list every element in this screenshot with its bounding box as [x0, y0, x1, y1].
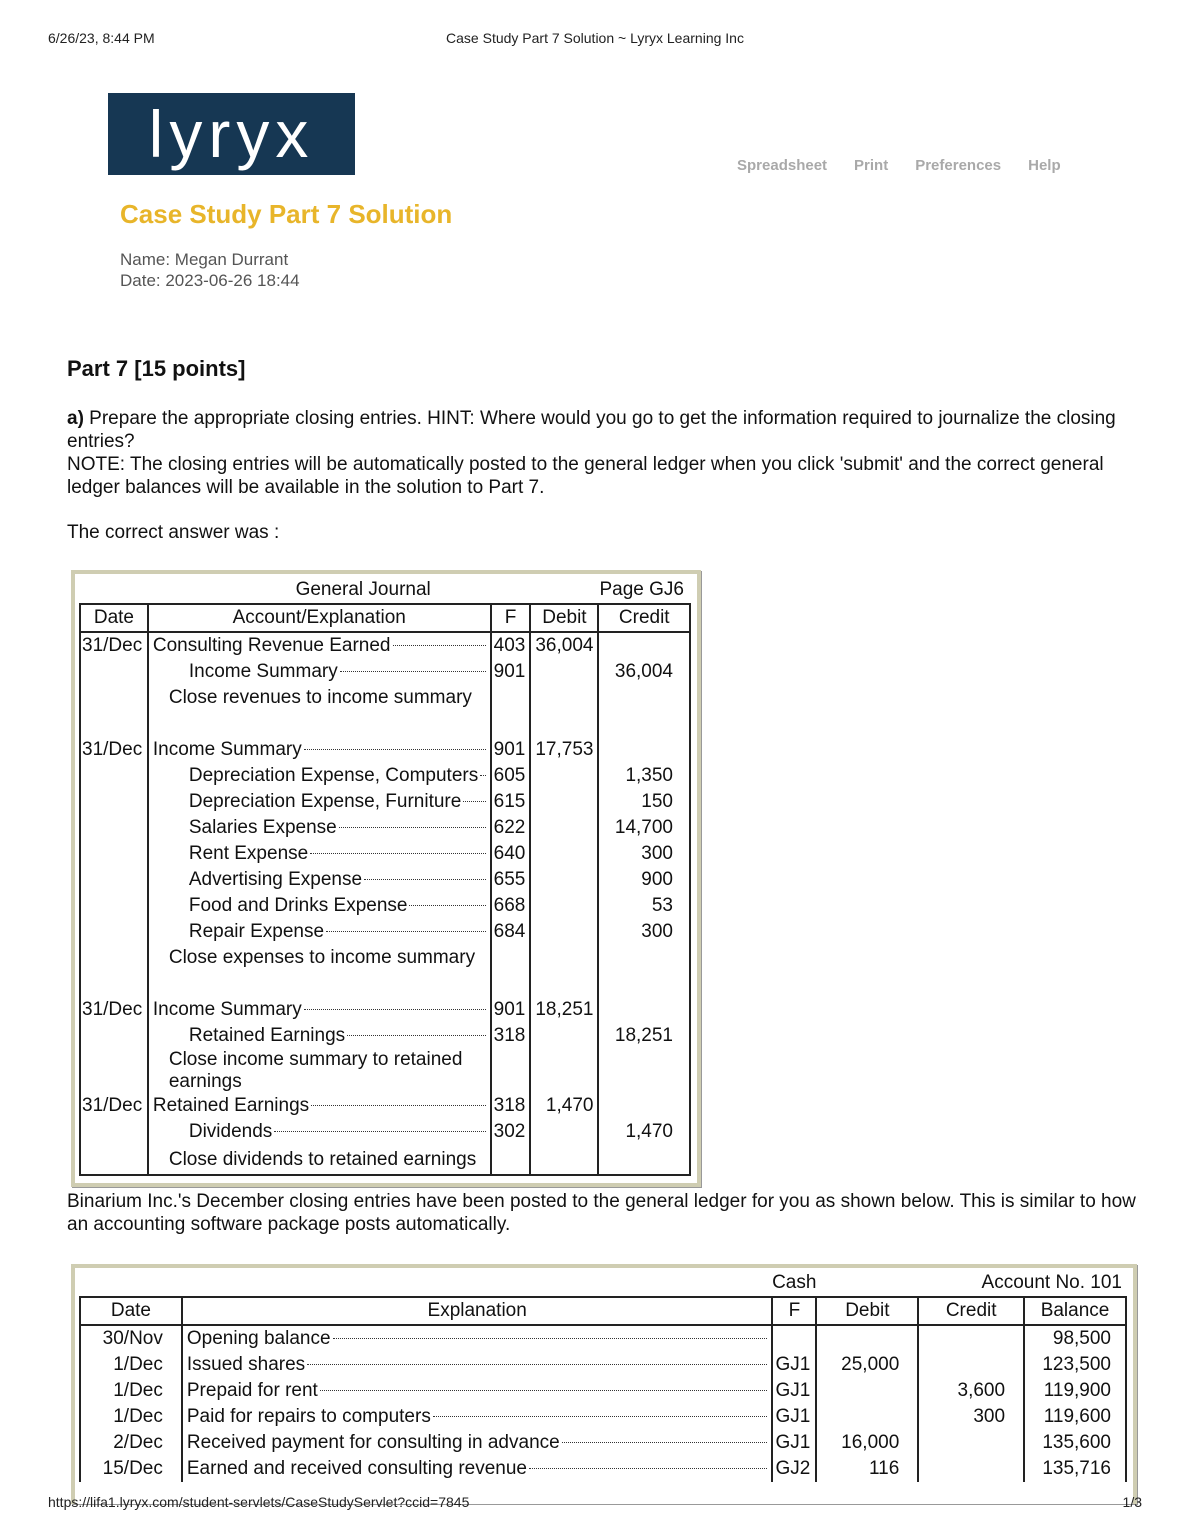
- journal-row: [80, 711, 690, 737]
- journal-debit: [530, 763, 598, 789]
- journal-account-text: Retained Earnings: [188, 1025, 346, 1046]
- journal-debit: 18,251: [530, 997, 598, 1023]
- journal-debit: [530, 867, 598, 893]
- journal-ref: 684: [491, 919, 531, 945]
- journal-credit: 150: [598, 789, 690, 815]
- nav-print-link[interactable]: Print: [854, 157, 889, 174]
- ledger-debit: 16,000: [816, 1430, 918, 1456]
- ledger-row: [80, 1456, 1126, 1482]
- journal-ref: 605: [491, 763, 531, 789]
- journal-row: [80, 815, 690, 841]
- ledger-explanation: [182, 1404, 773, 1430]
- ledger-date: 1/Dec: [80, 1352, 182, 1378]
- journal-credit: 900: [598, 867, 690, 893]
- journal-ref: [491, 1145, 531, 1175]
- journal-row: [80, 1145, 690, 1175]
- ledger-col-balance: Balance: [1024, 1297, 1126, 1325]
- journal-account: [148, 1119, 491, 1145]
- journal-debit: [530, 893, 598, 919]
- ledger-explanation: [182, 1430, 773, 1456]
- journal-ref: 302: [491, 1119, 531, 1145]
- journal-row: [80, 789, 690, 815]
- ledger-date: 1/Dec: [80, 1404, 182, 1430]
- journal-row: [80, 997, 690, 1023]
- ledger-credit: [918, 1456, 1024, 1482]
- top-nav: [737, 157, 1061, 174]
- ledger-date: 2/Dec: [80, 1430, 182, 1456]
- ledger-ref: GJ1: [772, 1378, 816, 1404]
- journal-credit: [598, 945, 690, 971]
- journal-ref: [491, 971, 531, 997]
- ledger-debit: [816, 1325, 918, 1352]
- ledger-explanation-text: Issued shares: [186, 1354, 306, 1375]
- journal-ref: 668: [491, 893, 531, 919]
- journal-date: [80, 659, 148, 685]
- journal-credit: [598, 1145, 690, 1175]
- journal-account-text: Rent Expense: [188, 843, 309, 864]
- journal-ref: 640: [491, 841, 531, 867]
- journal-date: [80, 893, 148, 919]
- journal-date: 31/Dec: [80, 632, 148, 659]
- journal-credit: [598, 711, 690, 737]
- journal-debit: [530, 659, 598, 685]
- journal-debit: [530, 971, 598, 997]
- ledger-balance: 98,500: [1024, 1325, 1126, 1352]
- ledger-row: [80, 1325, 1126, 1352]
- cash-ledger-panel: [71, 1264, 1137, 1504]
- journal-account-text: Repair Expense: [188, 921, 325, 942]
- general-journal-panel: [71, 570, 701, 1187]
- journal-date: 31/Dec: [80, 737, 148, 763]
- journal-debit: [530, 945, 598, 971]
- ledger-account-no: Account No. 101: [981, 1272, 1122, 1293]
- journal-debit: [530, 711, 598, 737]
- part-heading: Part 7 [15 points]: [67, 356, 246, 381]
- journal-date: [80, 919, 148, 945]
- journal-row: [80, 632, 690, 659]
- journal-header-row: [80, 604, 690, 632]
- ledger-col-date: Date: [80, 1297, 182, 1325]
- print-page-number: 1/3: [1122, 1494, 1142, 1510]
- ledger-credit: [918, 1430, 1024, 1456]
- journal-date: [80, 1145, 148, 1175]
- journal-account: [148, 1093, 491, 1119]
- student-name: Name: Megan Durrant: [120, 250, 289, 269]
- leader-dots: [347, 1035, 485, 1036]
- ledger-row: [80, 1352, 1126, 1378]
- journal-ref: [491, 685, 531, 711]
- ledger-title: Cash: [772, 1272, 817, 1293]
- ledger-explanation: [182, 1456, 773, 1482]
- journal-debit: [530, 919, 598, 945]
- journal-debit: 1,470: [530, 1093, 598, 1119]
- journal-row: [80, 685, 690, 711]
- col-date: Date: [80, 604, 148, 632]
- journal-account: [148, 867, 491, 893]
- ledger-explanation-text: Prepaid for rent: [186, 1380, 318, 1401]
- journal-date: [80, 945, 148, 971]
- journal-row: [80, 1093, 690, 1119]
- journal-credit: 18,251: [598, 1023, 690, 1049]
- leader-dots: [562, 1442, 768, 1443]
- journal-account: [148, 659, 491, 685]
- journal-account-text: Depreciation Expense, Computers: [188, 765, 479, 786]
- journal-debit: [530, 685, 598, 711]
- journal-credit: 300: [598, 919, 690, 945]
- leader-dots: [307, 1364, 767, 1365]
- ledger-date: 30/Nov: [80, 1325, 182, 1352]
- journal-account-text: Food and Drinks Expense: [188, 895, 408, 916]
- ledger-explanation-text: Earned and received consulting revenue: [186, 1458, 527, 1479]
- journal-account-text: Dividends: [188, 1121, 273, 1142]
- leader-dots: [333, 1338, 768, 1339]
- journal-debit: [530, 1049, 598, 1093]
- journal-date: [80, 1049, 148, 1093]
- journal-ref: 622: [491, 815, 531, 841]
- col-f: F: [491, 604, 531, 632]
- journal-debit: [530, 1145, 598, 1175]
- question-note: NOTE: The closing entries will be automatically posted to the general ledger when you click 'submit' and the correct general ledger balances will be available in the solution to Part 7.: [67, 454, 1104, 498]
- student-meta: [120, 249, 300, 291]
- leader-dots: [393, 645, 486, 646]
- ledger-col-explanation: Explanation: [182, 1297, 773, 1325]
- journal-debit: 17,753: [530, 737, 598, 763]
- journal-date: 31/Dec: [80, 997, 148, 1023]
- ledger-ref: GJ1: [772, 1404, 816, 1430]
- ledger-explanation: [182, 1378, 773, 1404]
- journal-row: [80, 1119, 690, 1145]
- journal-row: [80, 841, 690, 867]
- nav-preferences-link[interactable]: Preferences: [915, 157, 1002, 174]
- ledger-balance: 119,900: [1024, 1378, 1126, 1404]
- journal-ref: 655: [491, 867, 531, 893]
- journal-account: Close dividends to retained earnings: [148, 1145, 491, 1175]
- ledger-header-row: [80, 1297, 1126, 1325]
- page-title: Case Study Part 7 Solution: [120, 199, 453, 229]
- journal-credit: [598, 1093, 690, 1119]
- journal-ref: 403: [491, 632, 531, 659]
- journal-account: [148, 893, 491, 919]
- journal-credit: 14,700: [598, 815, 690, 841]
- journal-credit: [598, 1049, 690, 1093]
- ledger-debit: [816, 1378, 918, 1404]
- journal-credit: [598, 632, 690, 659]
- ledger-col-credit: Credit: [918, 1297, 1024, 1325]
- ledger-credit: 300: [918, 1404, 1024, 1430]
- ledger-debit: 116: [816, 1456, 918, 1482]
- ledger-explanation-text: Received payment for consulting in advance: [186, 1432, 560, 1453]
- journal-account: [148, 997, 491, 1023]
- journal-account: [148, 632, 491, 659]
- journal-credit: [598, 997, 690, 1023]
- ledger-credit: [918, 1325, 1024, 1352]
- journal-date: [80, 1023, 148, 1049]
- journal-credit: 1,470: [598, 1119, 690, 1145]
- journal-credit: [598, 971, 690, 997]
- journal-date: [80, 763, 148, 789]
- journal-account: [148, 789, 491, 815]
- journal-account-text: Income Summary: [152, 739, 302, 760]
- leader-dots: [364, 879, 486, 880]
- ledger-row: [80, 1430, 1126, 1456]
- ledger-balance: 135,716: [1024, 1456, 1126, 1482]
- journal-row: [80, 919, 690, 945]
- journal-account: [148, 815, 491, 841]
- journal-date: [80, 867, 148, 893]
- journal-account-text: Retained Earnings: [152, 1095, 310, 1116]
- journal-ref: [491, 711, 531, 737]
- print-datetime: 6/26/23, 8:44 PM: [48, 30, 155, 46]
- journal-ref: [491, 1049, 531, 1093]
- leader-dots: [463, 801, 485, 802]
- journal-account: Close income summary to retained earnings: [148, 1049, 491, 1093]
- question-label: a): [67, 408, 84, 429]
- journal-ref: [491, 945, 531, 971]
- ledger-explanation: [182, 1325, 773, 1352]
- journal-date: [80, 971, 148, 997]
- leader-dots: [339, 827, 486, 828]
- leader-dots: [311, 1105, 485, 1106]
- ledger-debit: 25,000: [816, 1352, 918, 1378]
- print-page-title: Case Study Part 7 Solution ~ Lyryx Learning Inc: [446, 30, 744, 46]
- ledger-ref: GJ1: [772, 1352, 816, 1378]
- journal-row: [80, 867, 690, 893]
- ledger-debit: [816, 1404, 918, 1430]
- journal-title: General Journal: [295, 578, 431, 600]
- journal-ref: 901: [491, 659, 531, 685]
- answer-intro: The correct answer was :: [67, 522, 280, 543]
- journal-account: [148, 841, 491, 867]
- ledger-ref: GJ1: [772, 1430, 816, 1456]
- journal-credit: [598, 685, 690, 711]
- journal-account: [148, 1023, 491, 1049]
- journal-date: 31/Dec: [80, 1093, 148, 1119]
- journal-account-text: Depreciation Expense, Furniture: [188, 791, 462, 812]
- leader-dots: [529, 1468, 767, 1469]
- journal-debit: [530, 815, 598, 841]
- ledger-credit: 3,600: [918, 1378, 1024, 1404]
- question-body: Prepare the appropriate closing entries. HINT: Where would you go to get the information required to journalize the closing entries?: [67, 408, 1116, 452]
- leader-dots: [320, 1390, 768, 1391]
- journal-date: [80, 789, 148, 815]
- print-url: https://lifa1.lyryx.com/student-servlets/CaseStudyServlet?ccid=7845: [48, 1494, 470, 1510]
- journal-row: [80, 763, 690, 789]
- journal-account-text: Income Summary: [188, 661, 338, 682]
- journal-debit: 36,004: [530, 632, 598, 659]
- cash-ledger-table: [79, 1270, 1127, 1482]
- journal-account: [148, 711, 491, 737]
- ledger-date: 1/Dec: [80, 1378, 182, 1404]
- journal-account: Close revenues to income summary: [148, 685, 491, 711]
- ledger-ref: GJ2: [772, 1456, 816, 1482]
- leader-dots: [480, 775, 485, 776]
- journal-row: [80, 971, 690, 997]
- leader-dots: [304, 1009, 486, 1010]
- journal-account-text: Consulting Revenue Earned: [152, 635, 391, 656]
- journal-debit: [530, 1023, 598, 1049]
- journal-credit: 1,350: [598, 763, 690, 789]
- ledger-row: [80, 1404, 1126, 1430]
- journal-debit: [530, 789, 598, 815]
- ledger-col-f: F: [772, 1297, 816, 1325]
- journal-page: Page GJ6: [599, 578, 684, 600]
- col-account: Account/Explanation: [148, 604, 491, 632]
- leader-dots: [304, 749, 486, 750]
- journal-ref: 318: [491, 1023, 531, 1049]
- journal-debit: [530, 1119, 598, 1145]
- ledger-explanation: [182, 1352, 773, 1378]
- journal-row: [80, 1049, 690, 1093]
- nav-spreadsheet-link[interactable]: Spreadsheet: [737, 157, 828, 174]
- journal-credit: 36,004: [598, 659, 690, 685]
- ledger-row: [80, 1378, 1126, 1404]
- journal-ref: 318: [491, 1093, 531, 1119]
- journal-account: [148, 763, 491, 789]
- journal-account: [148, 919, 491, 945]
- ledger-balance: 119,600: [1024, 1404, 1126, 1430]
- nav-help-link[interactable]: Help: [1028, 157, 1061, 174]
- journal-ref: 901: [491, 737, 531, 763]
- ledger-balance: 123,500: [1024, 1352, 1126, 1378]
- leader-dots: [326, 931, 486, 932]
- ledger-balance: 135,600: [1024, 1430, 1126, 1456]
- journal-account: [148, 971, 491, 997]
- journal-ref: 615: [491, 789, 531, 815]
- lyryx-logo[interactable]: lyryx: [108, 93, 355, 175]
- journal-account-text: Salaries Expense: [188, 817, 337, 838]
- col-debit: Debit: [530, 604, 598, 632]
- submission-date: Date: 2023-06-26 18:44: [120, 271, 300, 290]
- leader-dots: [340, 671, 486, 672]
- journal-ref: 901: [491, 997, 531, 1023]
- col-credit: Credit: [598, 604, 690, 632]
- journal-row: [80, 893, 690, 919]
- journal-credit: [598, 737, 690, 763]
- journal-row: [80, 737, 690, 763]
- ledger-explanation-text: Opening balance: [186, 1328, 331, 1349]
- question-text: [67, 407, 1137, 499]
- journal-row: [80, 1023, 690, 1049]
- journal-date: [80, 685, 148, 711]
- ledger-ref: [772, 1325, 816, 1352]
- leader-dots: [310, 853, 485, 854]
- journal-date: [80, 841, 148, 867]
- posting-note: Binarium Inc.'s December closing entries have been posted to the general ledger for you as shown below. This is similar to how an accounting software package posts automatically.: [67, 1191, 1136, 1235]
- journal-account: [148, 737, 491, 763]
- journal-credit: 300: [598, 841, 690, 867]
- journal-credit: 53: [598, 893, 690, 919]
- leader-dots: [274, 1131, 485, 1132]
- journal-date: [80, 815, 148, 841]
- journal-account-text: Advertising Expense: [188, 869, 363, 890]
- ledger-date: 15/Dec: [80, 1456, 182, 1482]
- ledger-col-debit: Debit: [816, 1297, 918, 1325]
- journal-account-text: Income Summary: [152, 999, 302, 1020]
- leader-dots: [409, 905, 485, 906]
- journal-row: [80, 659, 690, 685]
- journal-account: Close expenses to income summary: [148, 945, 491, 971]
- journal-date: [80, 1119, 148, 1145]
- journal-date: [80, 711, 148, 737]
- journal-debit: [530, 841, 598, 867]
- journal-row: [80, 945, 690, 971]
- ledger-explanation-text: Paid for repairs to computers: [186, 1406, 431, 1427]
- leader-dots: [433, 1416, 768, 1417]
- general-journal-table: [79, 576, 691, 1176]
- ledger-credit: [918, 1352, 1024, 1378]
